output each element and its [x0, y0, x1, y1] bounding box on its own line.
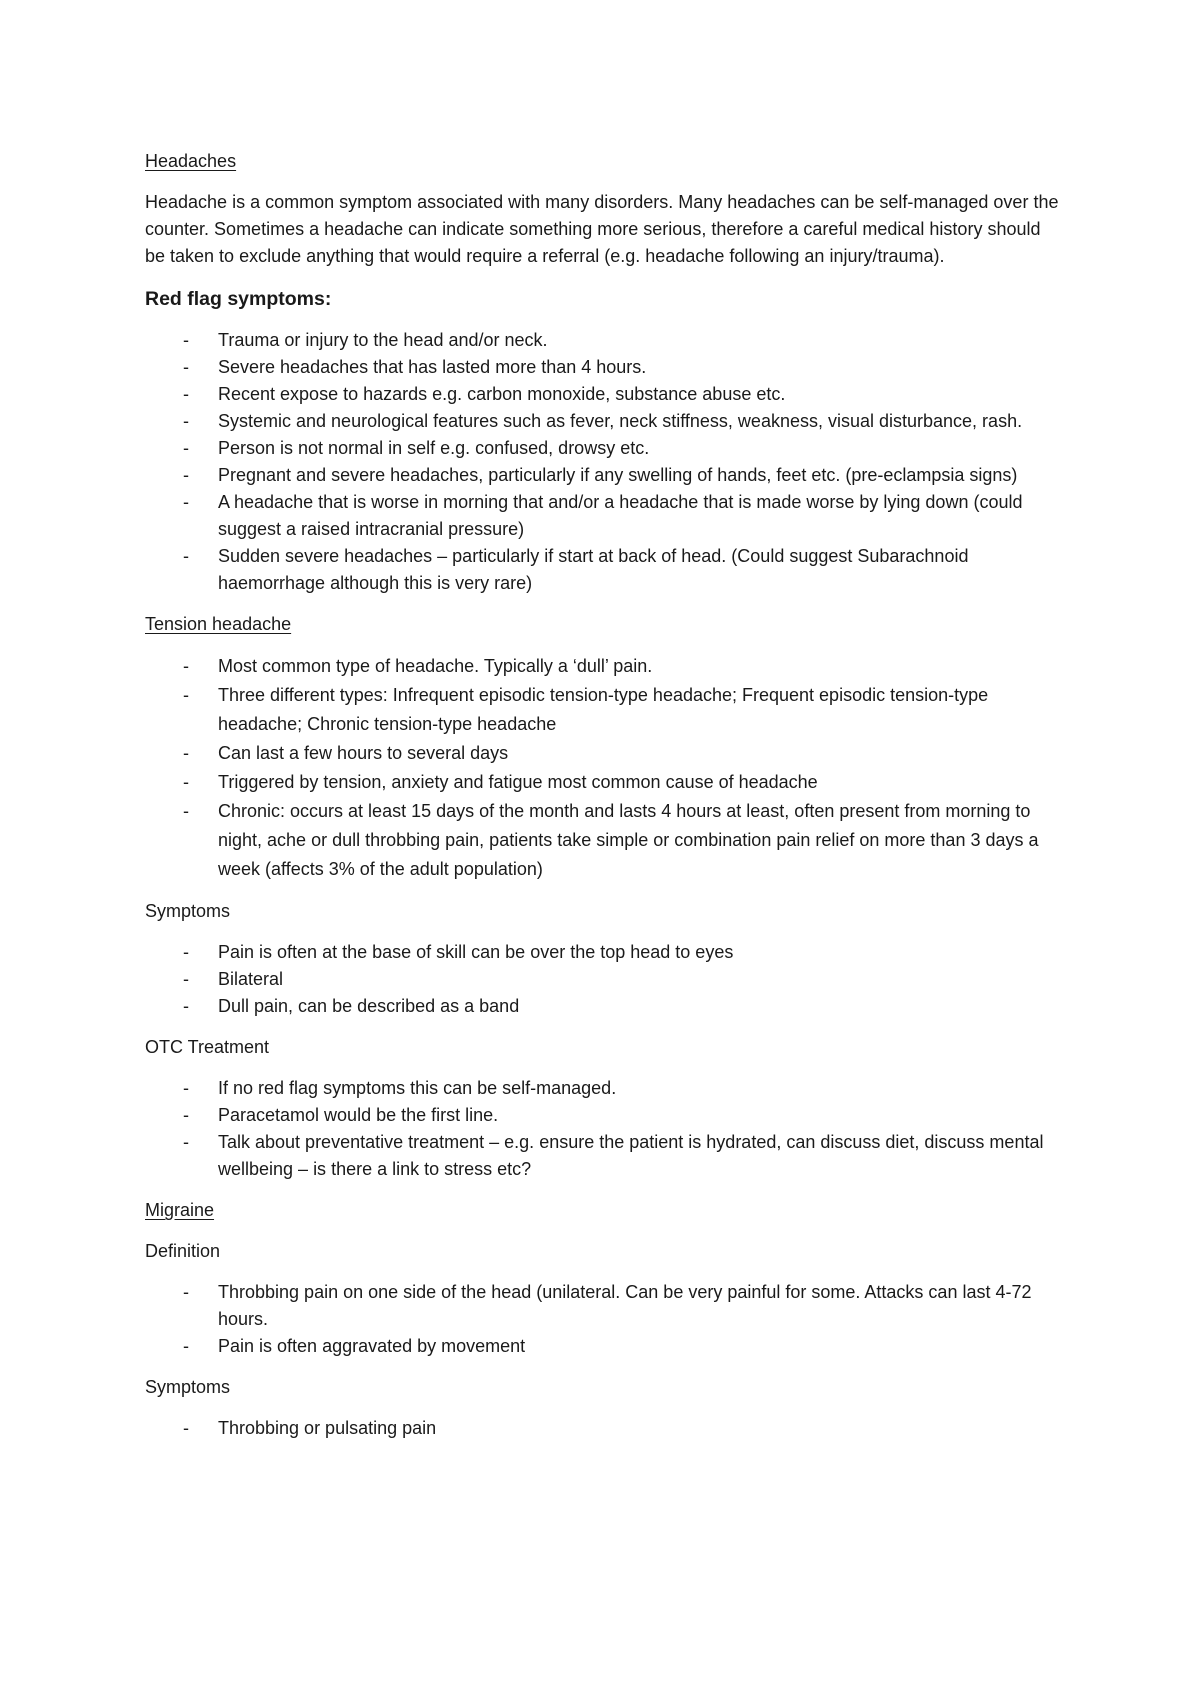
dash-bullet: - [183, 772, 189, 792]
list-item-text: Person is not normal in self e.g. confused, drowsy etc. [218, 438, 650, 458]
dash-bullet: - [183, 411, 189, 431]
list-item-text: Sudden severe headaches – particularly if start at back of head. (Could suggest Subarachnoid haemorrhage although this is very rare) [218, 546, 969, 593]
list-item-text: Throbbing pain on one side of the head (unilateral. Can be very painful for some. Attacks can last 4-72 hours. [218, 1282, 1032, 1329]
list-item-text: Systemic and neurological features such as fever, neck stiffness, weakness, visual disturbance, rash. [218, 411, 1023, 431]
list-item [145, 739, 1065, 768]
list-item [145, 543, 1065, 597]
list-item [145, 797, 1065, 884]
dash-bullet: - [183, 438, 189, 458]
dash-bullet: - [183, 330, 189, 350]
dash-bullet: - [183, 546, 189, 566]
list-item-text: Talk about preventative treatment – e.g. ensure the patient is hydrated, can discuss diet, discuss mental wellbeing – is there a link to stress etc? [218, 1132, 1044, 1179]
dash-bullet: - [183, 685, 189, 705]
list-item [145, 1075, 1065, 1102]
dash-bullet: - [183, 801, 189, 821]
tension-heading: Tension headache [145, 614, 292, 634]
document-title: Headaches [145, 151, 237, 171]
list-item [145, 1129, 1065, 1183]
list-item-text: Bilateral [218, 969, 284, 989]
intro-paragraph: Headache is a common symptom associated with many disorders. Many headaches can be self-managed over the counter. Sometimes a headache can indicate something more serious, therefore a careful medical history should be taken to exclude anything that would require a referral (e.g. headache following an injury/trauma). [145, 192, 1059, 266]
otc-treatment-list [145, 1075, 1065, 1183]
dash-bullet: - [183, 384, 189, 404]
list-item [145, 1102, 1065, 1129]
list-item [145, 354, 1065, 381]
dash-bullet: - [183, 996, 189, 1016]
list-item-text: Recent expose to hazards e.g. carbon monoxide, substance abuse etc. [218, 384, 786, 404]
list-item [145, 652, 1065, 681]
list-item-text: Pregnant and severe headaches, particularly if any swelling of hands, feet etc. (pre-eclampsia signs) [218, 465, 1018, 485]
list-item [145, 993, 1065, 1020]
dash-bullet: - [183, 1132, 189, 1152]
red-flag-list [145, 327, 1065, 597]
list-item-text: Trauma or injury to the head and/or neck. [218, 330, 548, 350]
list-item-text: Throbbing or pulsating pain [218, 1418, 437, 1438]
otc-treatment-heading: OTC Treatment [145, 1037, 270, 1057]
migraine-symptoms-heading: Symptoms [145, 1377, 231, 1397]
tension-symptoms-heading: Symptoms [145, 901, 231, 921]
dash-bullet: - [183, 492, 189, 512]
list-item-text: Pain is often at the base of skill can be over the top head to eyes [218, 942, 734, 962]
dash-bullet: - [183, 969, 189, 989]
dash-bullet: - [183, 942, 189, 962]
tension-symptoms-list [145, 939, 1065, 1020]
list-item-text: Severe headaches that has lasted more than 4 hours. [218, 357, 647, 377]
list-item [145, 939, 1065, 966]
list-item-text: Dull pain, can be described as a band [218, 996, 520, 1016]
dash-bullet: - [183, 743, 189, 763]
dash-bullet: - [183, 465, 189, 485]
list-item-text: Three different types: Infrequent episodic tension-type headache; Frequent episodic tension-type headache; Chronic tension-type headache [218, 685, 989, 734]
list-item-text: Pain is often aggravated by movement [218, 1336, 526, 1356]
migraine-definition-list [145, 1279, 1065, 1360]
dash-bullet: - [183, 1418, 189, 1438]
list-item [145, 381, 1065, 408]
migraine-symptoms-list [145, 1415, 1065, 1442]
document-body [145, 148, 1065, 1442]
dash-bullet: - [183, 357, 189, 377]
list-item [145, 966, 1065, 993]
list-item-text: Can last a few hours to several days [218, 743, 509, 763]
list-item [145, 489, 1065, 543]
red-flag-heading: Red flag symptoms: [145, 288, 332, 310]
list-item-text: If no red flag symptoms this can be self-managed. [218, 1078, 617, 1098]
list-item-text: Chronic: occurs at least 15 days of the month and lasts 4 hours at least, often present from morning to night, ache or dull throbbing pain, patients take simple or combination pain relief on more than 3 days a week (affects 3% of the adult population) [218, 801, 1039, 879]
list-item-text: Triggered by tension, anxiety and fatigue most common cause of headache [218, 772, 818, 792]
list-item-text: A headache that is worse in morning that and/or a headache that is made worse by lying down (could suggest a raised intracranial pressure) [218, 492, 1023, 539]
list-item [145, 435, 1065, 462]
dash-bullet: - [183, 1105, 189, 1125]
list-item [145, 462, 1065, 489]
migraine-definition-heading: Definition [145, 1241, 221, 1261]
tension-list [145, 652, 1065, 884]
list-item-text: Most common type of headache. Typically a ‘dull’ pain. [218, 656, 653, 676]
list-item [145, 681, 1065, 739]
list-item [145, 408, 1065, 435]
list-item [145, 1333, 1065, 1360]
list-item [145, 1279, 1065, 1333]
dash-bullet: - [183, 656, 189, 676]
migraine-heading: Migraine [145, 1200, 215, 1220]
list-item-text: Paracetamol would be the first line. [218, 1105, 499, 1125]
list-item [145, 327, 1065, 354]
dash-bullet: - [183, 1282, 189, 1302]
list-item [145, 768, 1065, 797]
dash-bullet: - [183, 1078, 189, 1098]
dash-bullet: - [183, 1336, 189, 1356]
list-item [145, 1415, 1065, 1442]
